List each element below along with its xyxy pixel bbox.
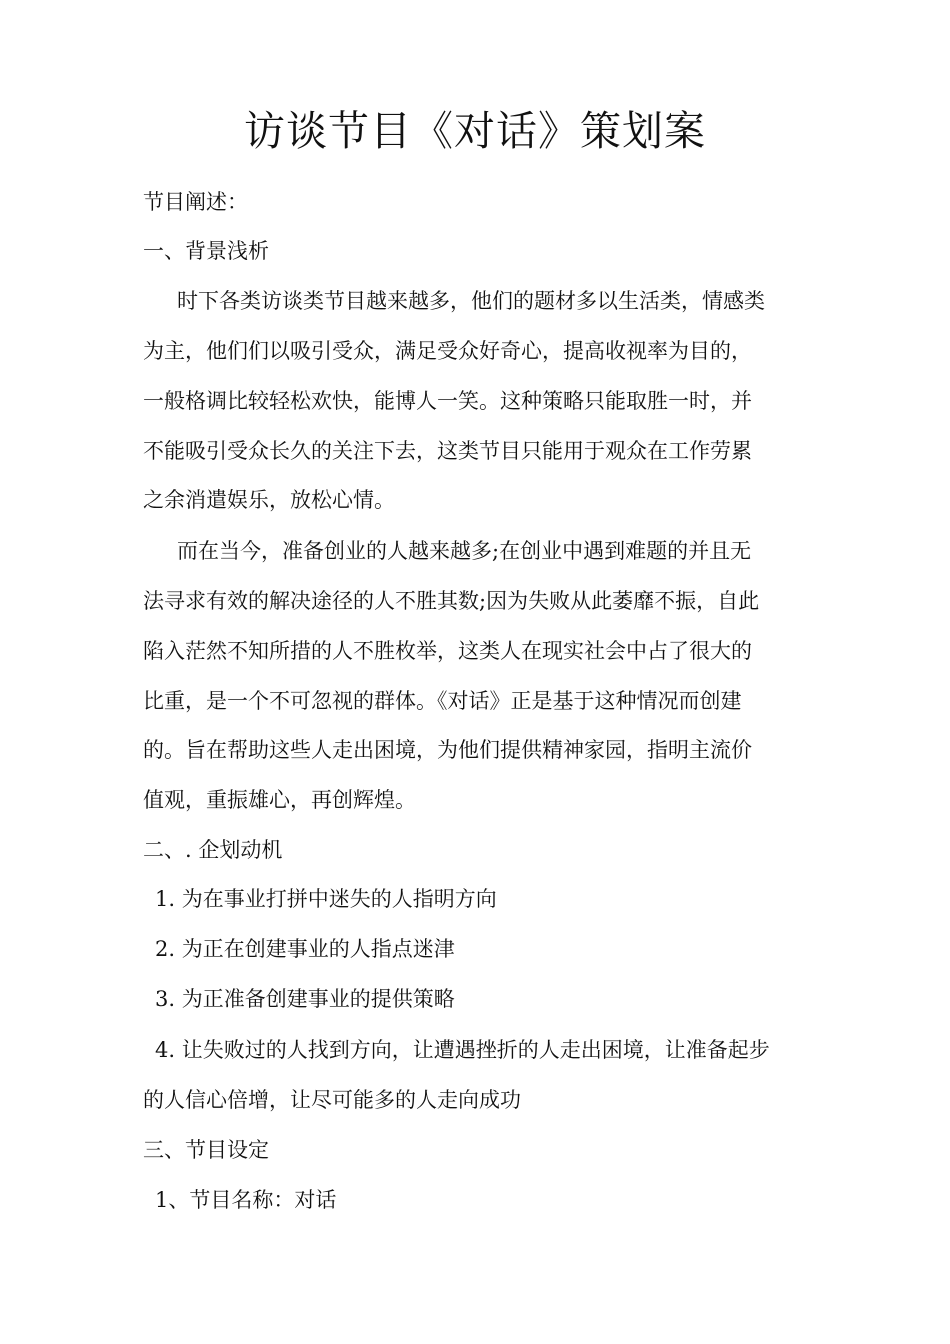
section-heading-setup: 三、节目设定 — [143, 1138, 269, 1162]
paragraph-line: 陷入茫然不知所措的人不胜枚举，这类人在现实社会中占了很大的 — [143, 639, 752, 663]
paragraph-line: 的。旨在帮助这些人走出困境，为他们提供精神家园，指明主流价 — [143, 738, 752, 762]
list-item-continuation: 的人信心倍增，让尽可能多的人走向成功 — [143, 1088, 521, 1112]
paragraph-line: 为主，他们们以吸引受众，满足受众好奇心，提高收视率为目的， — [143, 339, 752, 363]
document-title: 访谈节目《对话》策划案 — [244, 107, 706, 155]
paragraph-line: 而在当今，准备创业的人越来越多;在创业中遇到难题的并且无 — [177, 539, 752, 563]
list-item: 4. 让失败过的人找到方向，让遭遇挫折的人走出困境，让准备起步 — [155, 1038, 770, 1062]
list-item: 3. 为正准备创建事业的提供策略 — [155, 987, 455, 1011]
section-heading-motivation: 二、. 企划动机 — [143, 838, 283, 862]
paragraph-line: 法寻求有效的解决途径的人不胜其数;因为失败从此萎靡不振，自此 — [143, 589, 760, 613]
section-intro-heading: 节目阐述： — [143, 190, 248, 214]
section-heading-background: 一、背景浅析 — [143, 239, 269, 263]
paragraph-line: 不能吸引受众长久的关注下去，这类节目只能用于观众在工作劳累 — [143, 439, 752, 463]
list-item: 1. 为在事业打拼中迷失的人指明方向 — [155, 887, 497, 911]
paragraph-line: 时下各类访谈类节目越来越多，他们的题材多以生活类，情感类 — [177, 289, 765, 313]
paragraph-line: 之余消遣娱乐，放松心情。 — [143, 488, 395, 512]
paragraph-line: 值观，重振雄心，再创辉煌。 — [143, 788, 416, 812]
list-item: 2. 为正在创建事业的人指点迷津 — [155, 937, 455, 961]
paragraph-line: 一般格调比较轻松欢快，能博人一笑。这种策略只能取胜一时，并 — [143, 389, 752, 413]
paragraph-line: 比重，是一个不可忽视的群体。《对话》正是基于这种情况而创建 — [143, 689, 742, 713]
list-item: 1、节目名称：对话 — [155, 1188, 337, 1212]
